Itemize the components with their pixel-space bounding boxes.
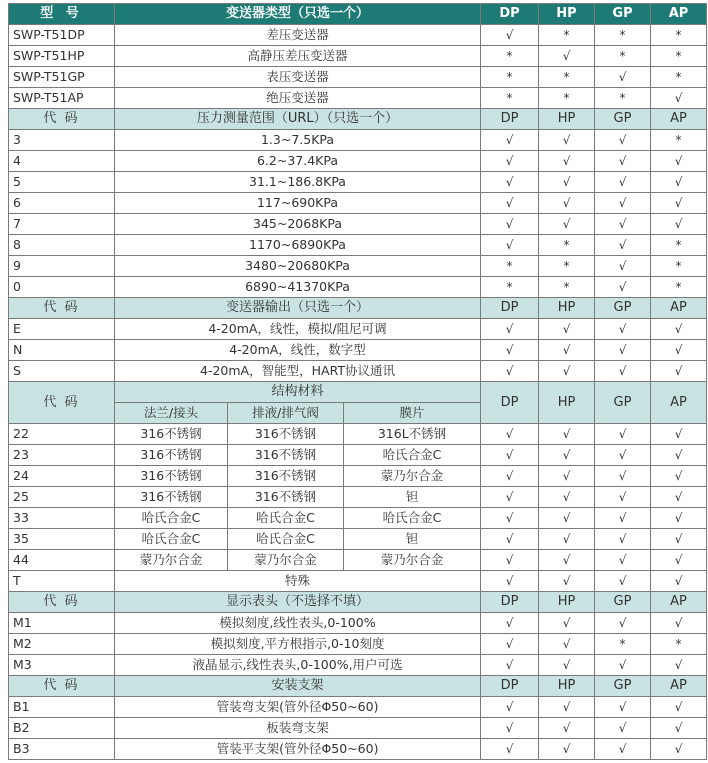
material-cell: 哈氏合金C (344, 508, 481, 529)
mark-ap: √ (651, 361, 707, 382)
column-header-ap: AP (651, 382, 707, 424)
option-description: 差压变送器 (115, 25, 481, 46)
table-row (9, 340, 707, 361)
mark-gp: √ (595, 550, 651, 571)
mark-ap: √ (651, 739, 707, 760)
option-code: B3 (9, 739, 115, 760)
mark-dp: √ (481, 466, 539, 487)
material-cell: 哈氏合金C (344, 445, 481, 466)
mark-ap: √ (651, 172, 707, 193)
option-description: 31.1~186.8KPa (115, 172, 481, 193)
option-code: 6 (9, 193, 115, 214)
mark-ap: √ (651, 571, 707, 592)
material-cell: 哈氏合金C (115, 529, 228, 550)
table-row (9, 67, 707, 88)
column-header-hp: HP (539, 676, 595, 697)
mark-hp: √ (539, 634, 595, 655)
mark-gp: √ (595, 277, 651, 298)
option-code: SWP-T51AP (9, 88, 115, 109)
mark-ap: √ (651, 151, 707, 172)
code-header: 代 码 (9, 592, 115, 613)
table-row (9, 529, 707, 550)
mark-dp: * (481, 88, 539, 109)
option-code: 22 (9, 424, 115, 445)
column-header-gp: GP (595, 109, 651, 130)
mark-hp: √ (539, 508, 595, 529)
table-row (9, 634, 707, 655)
column-header-ap: AP (651, 298, 707, 319)
column-header-dp: DP (481, 676, 539, 697)
option-description: 3480~20680KPa (115, 256, 481, 277)
mark-hp: * (539, 256, 595, 277)
mark-hp: √ (539, 739, 595, 760)
mark-dp: √ (481, 172, 539, 193)
section-title: 变送器类型（只选一个） (115, 4, 481, 25)
spec-table-container (8, 3, 708, 763)
material-cell: 蒙乃尔合金 (228, 550, 344, 571)
option-description: 4-20mA，线性，模拟/阻尼可调 (115, 319, 481, 340)
option-description: 1170~6890KPa (115, 235, 481, 256)
mark-hp: √ (539, 151, 595, 172)
mark-gp: √ (595, 445, 651, 466)
mark-dp: √ (481, 571, 539, 592)
table-row (9, 256, 707, 277)
option-code: B2 (9, 718, 115, 739)
table-row (9, 88, 707, 109)
option-code: 0 (9, 277, 115, 298)
code-header: 代 码 (9, 109, 115, 130)
section-header-row (9, 109, 707, 130)
mark-dp: √ (481, 193, 539, 214)
mark-ap: √ (651, 424, 707, 445)
table-row (9, 130, 707, 151)
option-code: 23 (9, 445, 115, 466)
mark-hp: √ (539, 340, 595, 361)
column-header-gp: GP (595, 4, 651, 25)
mark-gp: √ (595, 340, 651, 361)
option-code: E (9, 319, 115, 340)
table-row (9, 193, 707, 214)
section-header-row (9, 4, 707, 25)
table-row (9, 214, 707, 235)
material-cell: 316不锈钢 (228, 487, 344, 508)
material-cell: 哈氏合金C (115, 508, 228, 529)
mark-dp: √ (481, 550, 539, 571)
table-row (9, 172, 707, 193)
mark-ap: √ (651, 193, 707, 214)
option-code: S (9, 361, 115, 382)
mark-gp: √ (595, 571, 651, 592)
mark-dp: √ (481, 319, 539, 340)
column-header-dp: DP (481, 592, 539, 613)
mark-hp: √ (539, 718, 595, 739)
column-header-hp: HP (539, 4, 595, 25)
table-body (9, 4, 707, 760)
column-header-ap: AP (651, 4, 707, 25)
mark-dp: √ (481, 445, 539, 466)
mark-gp: √ (595, 256, 651, 277)
mark-dp: √ (481, 508, 539, 529)
material-cell: 316不锈钢 (115, 424, 228, 445)
mark-hp: √ (539, 361, 595, 382)
mark-ap: √ (651, 550, 707, 571)
mark-gp: √ (595, 214, 651, 235)
mark-ap: √ (651, 718, 707, 739)
material-cell: 316不锈钢 (115, 445, 228, 466)
mark-ap: * (651, 46, 707, 67)
option-code: 44 (9, 550, 115, 571)
option-code: SWP-T51GP (9, 67, 115, 88)
option-code: 24 (9, 466, 115, 487)
section-title: 变送器输出（只选一个） (115, 298, 481, 319)
option-description: 4-20mA，智能型，HART协议通讯 (115, 361, 481, 382)
mark-hp: √ (539, 319, 595, 340)
mark-dp: √ (481, 718, 539, 739)
mark-gp: √ (595, 151, 651, 172)
table-row (9, 319, 707, 340)
mark-ap: √ (651, 508, 707, 529)
mark-ap: * (651, 235, 707, 256)
mark-dp: √ (481, 634, 539, 655)
mark-ap: * (651, 277, 707, 298)
table-row (9, 235, 707, 256)
mark-ap: √ (651, 613, 707, 634)
option-code: 35 (9, 529, 115, 550)
mark-ap: √ (651, 445, 707, 466)
mark-ap: * (651, 67, 707, 88)
option-description: 绝压变送器 (115, 88, 481, 109)
table-row (9, 277, 707, 298)
table-row (9, 424, 707, 445)
option-description: 4-20mA，线性，数字型 (115, 340, 481, 361)
column-header-hp: HP (539, 298, 595, 319)
option-code: B1 (9, 697, 115, 718)
mark-gp: √ (595, 424, 651, 445)
section-header-row (9, 676, 707, 697)
column-header-gp: GP (595, 592, 651, 613)
table-row (9, 466, 707, 487)
column-header-ap: AP (651, 592, 707, 613)
mark-ap: * (651, 130, 707, 151)
option-code: 7 (9, 214, 115, 235)
option-code: M2 (9, 634, 115, 655)
section-header-row (9, 592, 707, 613)
option-description: 高静压差压变送器 (115, 46, 481, 67)
mark-hp: √ (539, 487, 595, 508)
option-description: 特殊 (115, 571, 481, 592)
section-title: 结构材料 (115, 382, 481, 403)
code-header: 代 码 (9, 676, 115, 697)
option-description: 模拟刻度,平方根指示,0-10刻度 (115, 634, 481, 655)
column-header-hp: HP (539, 109, 595, 130)
mark-dp: √ (481, 235, 539, 256)
mark-dp: √ (481, 214, 539, 235)
option-description: 管装弯支架(管外径Φ50~60) (115, 697, 481, 718)
mark-hp: * (539, 67, 595, 88)
option-code: M3 (9, 655, 115, 676)
mark-gp: * (595, 46, 651, 67)
column-header-gp: GP (595, 676, 651, 697)
mark-dp: √ (481, 340, 539, 361)
material-cell: 钽 (344, 529, 481, 550)
mark-hp: √ (539, 424, 595, 445)
column-header-dp: DP (481, 4, 539, 25)
mark-gp: √ (595, 508, 651, 529)
option-description: 1.3~7.5KPa (115, 130, 481, 151)
option-code: 5 (9, 172, 115, 193)
mark-hp: √ (539, 130, 595, 151)
column-header-dp: DP (481, 298, 539, 319)
mark-dp: √ (481, 487, 539, 508)
material-cell: 蒙乃尔合金 (344, 466, 481, 487)
mark-hp: √ (539, 613, 595, 634)
mark-gp: √ (595, 466, 651, 487)
column-header-hp: HP (539, 592, 595, 613)
mark-hp: √ (539, 466, 595, 487)
code-header: 代 码 (9, 382, 115, 424)
table-row (9, 739, 707, 760)
mark-ap: √ (651, 340, 707, 361)
option-description: 板装弯支架 (115, 718, 481, 739)
mark-gp: √ (595, 130, 651, 151)
option-code: 25 (9, 487, 115, 508)
table-row (9, 655, 707, 676)
option-code: T (9, 571, 115, 592)
mark-hp: * (539, 277, 595, 298)
mark-hp: √ (539, 214, 595, 235)
mark-hp: * (539, 235, 595, 256)
mark-gp: √ (595, 718, 651, 739)
section-header-row (9, 298, 707, 319)
option-description: 管装平支架(管外径Φ50~60) (115, 739, 481, 760)
option-description: 6890~41370KPa (115, 277, 481, 298)
option-code: 33 (9, 508, 115, 529)
mark-gp: √ (595, 655, 651, 676)
mark-gp: √ (595, 529, 651, 550)
mark-dp: √ (481, 697, 539, 718)
mark-dp: √ (481, 655, 539, 676)
mark-dp: * (481, 277, 539, 298)
section-title: 压力测量范围（URL）（只选一个） (115, 109, 481, 130)
column-header-dp: DP (481, 109, 539, 130)
option-code: SWP-T51DP (9, 25, 115, 46)
table-row (9, 550, 707, 571)
mark-hp: * (539, 88, 595, 109)
option-code: 9 (9, 256, 115, 277)
column-header-ap: AP (651, 109, 707, 130)
mark-dp: * (481, 46, 539, 67)
option-description: 345~2068KPa (115, 214, 481, 235)
mark-gp: √ (595, 613, 651, 634)
mark-dp: * (481, 67, 539, 88)
option-code: 3 (9, 130, 115, 151)
mark-ap: √ (651, 697, 707, 718)
code-header: 代 码 (9, 298, 115, 319)
mark-ap: √ (651, 466, 707, 487)
mark-ap: * (651, 256, 707, 277)
mark-ap: √ (651, 319, 707, 340)
material-cell: 316不锈钢 (115, 466, 228, 487)
table-row (9, 697, 707, 718)
code-header: 型 号 (9, 4, 115, 25)
table-row (9, 151, 707, 172)
column-header-hp: HP (539, 382, 595, 424)
material-cell: 316L不锈钢 (344, 424, 481, 445)
transmitter-selection-table (8, 3, 707, 760)
column-header-gp: GP (595, 298, 651, 319)
mark-hp: √ (539, 46, 595, 67)
table-row (9, 508, 707, 529)
mark-ap: * (651, 634, 707, 655)
mark-dp: √ (481, 613, 539, 634)
table-row (9, 361, 707, 382)
mark-ap: * (651, 25, 707, 46)
mark-hp: √ (539, 172, 595, 193)
mark-dp: √ (481, 361, 539, 382)
mark-hp: √ (539, 697, 595, 718)
option-description: 模拟刻度,线性表头,0-100% (115, 613, 481, 634)
material-cell: 哈氏合金C (228, 529, 344, 550)
mark-gp: √ (595, 697, 651, 718)
table-row (9, 571, 707, 592)
material-cell: 蒙乃尔合金 (115, 550, 228, 571)
column-header-dp: DP (481, 382, 539, 424)
table-row (9, 487, 707, 508)
mark-dp: √ (481, 739, 539, 760)
mark-ap: √ (651, 487, 707, 508)
material-cell: 316不锈钢 (228, 466, 344, 487)
option-description: 液晶显示,线性表头,0-100%,用户可选 (115, 655, 481, 676)
mark-hp: √ (539, 571, 595, 592)
material-cell: 316不锈钢 (228, 424, 344, 445)
mark-hp: √ (539, 655, 595, 676)
mark-hp: √ (539, 445, 595, 466)
mark-gp: √ (595, 193, 651, 214)
mark-gp: √ (595, 172, 651, 193)
column-header-ap: AP (651, 676, 707, 697)
mark-gp: √ (595, 67, 651, 88)
material-subheader: 法兰/接头 (115, 403, 228, 424)
table-row (9, 718, 707, 739)
material-cell: 316不锈钢 (115, 487, 228, 508)
mark-gp: √ (595, 319, 651, 340)
material-cell: 蒙乃尔合金 (344, 550, 481, 571)
mark-gp: * (595, 25, 651, 46)
option-description: 表压变送器 (115, 67, 481, 88)
mark-gp: * (595, 634, 651, 655)
mark-hp: * (539, 25, 595, 46)
section-title: 安装支架 (115, 676, 481, 697)
table-row (9, 613, 707, 634)
mark-ap: √ (651, 88, 707, 109)
table-row (9, 25, 707, 46)
table-row (9, 46, 707, 67)
mark-ap: √ (651, 214, 707, 235)
option-description: 6.2~37.4KPa (115, 151, 481, 172)
mark-dp: √ (481, 130, 539, 151)
structure-header-row (9, 382, 707, 403)
option-code: SWP-T51HP (9, 46, 115, 67)
column-header-gp: GP (595, 382, 651, 424)
mark-ap: √ (651, 655, 707, 676)
option-description: 117~690KPa (115, 193, 481, 214)
mark-gp: √ (595, 361, 651, 382)
mark-hp: √ (539, 193, 595, 214)
mark-gp: √ (595, 739, 651, 760)
mark-dp: √ (481, 151, 539, 172)
mark-gp: √ (595, 235, 651, 256)
mark-gp: * (595, 88, 651, 109)
material-subheader: 膜片 (344, 403, 481, 424)
mark-gp: √ (595, 487, 651, 508)
mark-dp: √ (481, 25, 539, 46)
material-cell: 钽 (344, 487, 481, 508)
mark-dp: √ (481, 424, 539, 445)
material-cell: 316不锈钢 (228, 445, 344, 466)
mark-dp: √ (481, 529, 539, 550)
option-code: N (9, 340, 115, 361)
mark-ap: √ (651, 529, 707, 550)
mark-hp: √ (539, 550, 595, 571)
material-cell: 哈氏合金C (228, 508, 344, 529)
table-row (9, 445, 707, 466)
section-title: 显示表头（不选择不填） (115, 592, 481, 613)
mark-hp: √ (539, 529, 595, 550)
mark-dp: * (481, 256, 539, 277)
option-code: 8 (9, 235, 115, 256)
option-code: M1 (9, 613, 115, 634)
option-code: 4 (9, 151, 115, 172)
material-subheader: 排液/排气阀 (228, 403, 344, 424)
